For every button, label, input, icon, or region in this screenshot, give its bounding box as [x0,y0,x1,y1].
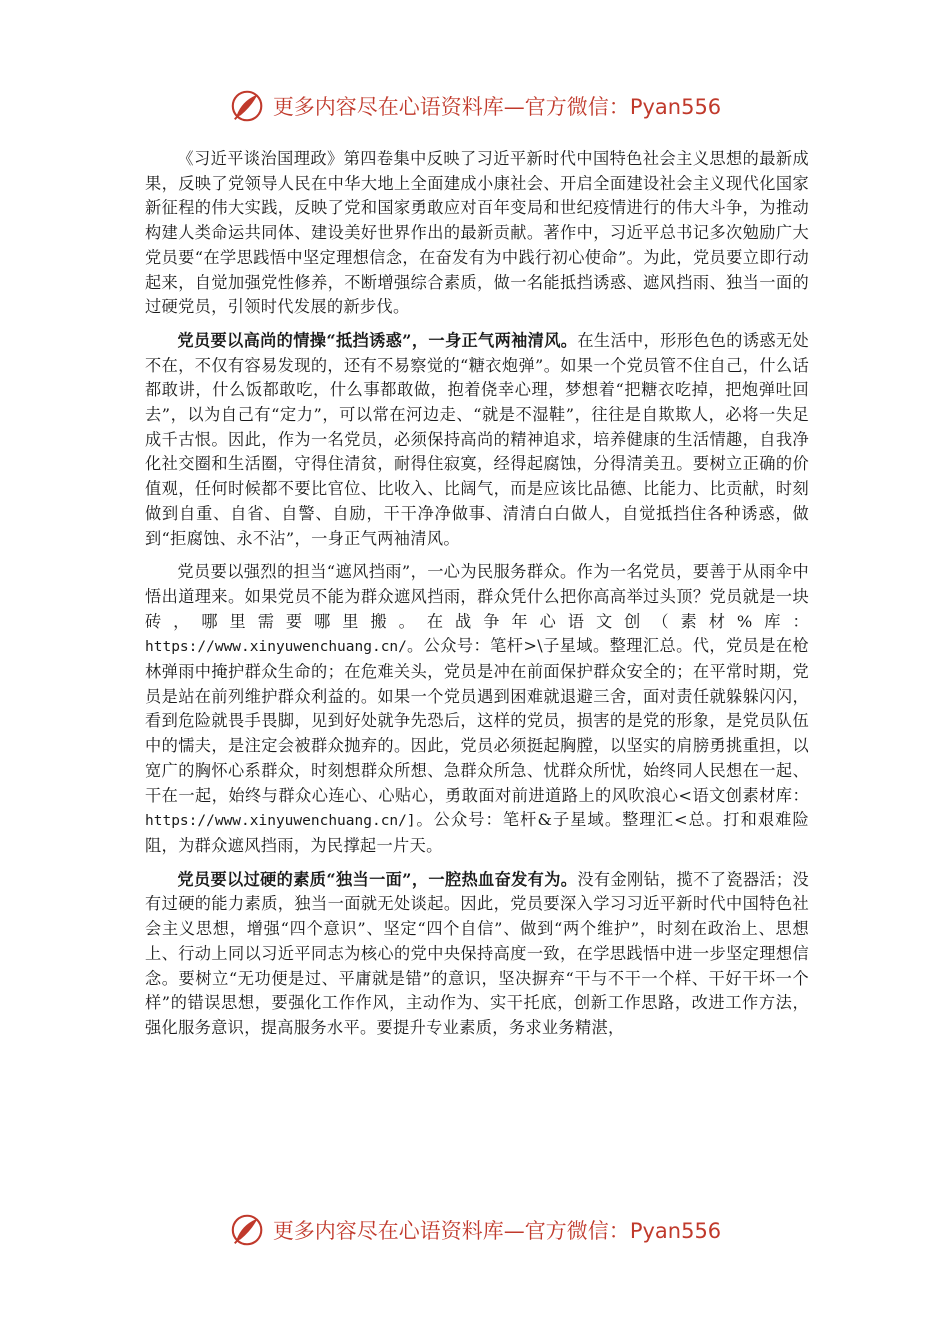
banner-main: 更多内容尽在心语资料库—官方微信： [272,95,630,119]
header-banner [0,84,950,128]
banner-wechat-id: Pyan556 [629,95,722,119]
banner-main: 更多内容尽在心语资料库—官方微信： [272,1219,630,1243]
footer-banner [0,1208,950,1252]
paragraph-shelter-text-b: 。公众号：笔杆>\子星域。整理汇总。代，党员是在枪林弹雨中掩护群众生命的；在危难关头，党员是冲在前面保护群众安全的；在平常时期，党员是站在前列维护群众利益的。如果一个党员遇到困难就退避三舍，面对责任就躲躲闪闪，看到危险就畏手畏脚，见到好处就争先恐后，这样的党员，损害的是党的形象，是党员队伍中的懦夫，是注定会被群众抛弃的。因此，党员必须挺起胸膛，以坚实的肩膀勇挑重担，以宽广的胸怀心系群众，时刻想群众所想、急群众所急、忧群众所忧，始终同人民想在一起、干在一起，始终与群众心连心、心贴心，勇敢面对前进道路上的风吹浪心<语文创素材库： [145,636,809,805]
banner-text [273,91,721,121]
paragraph-competence-text: 没有金刚钻，揽不了瓷器活；没有过硬的能力素质，独当一面就无处谈起。因此，党员要深入学习习近平新时代中国特色社会主义思想，增强“四个意识”、坚定“四个自信”、做到“两个维护”，时刻在政治上、思想上、行动上同以习近平同志为核心的党中央保持高度一致，在学思践悟中进一步坚定理想信念。要树立“无功便是过、平庸就是错”的意识，坚决摒弃“干与不干一个样、干好干坏一个样”的错误思想，要强化工作作风，主动作为、实干托底，创新工作思路，改进工作方法，强化服务意识，提高服务水平。要提升专业素质，务求业务精湛， [145,869,810,1037]
pen-logo-icon [229,87,267,125]
paragraph-shelter-text-a: 党员要以强烈的担当“遮风挡雨”，一心为民服务群众。作为一名党员，要善于从雨伞中悟出道理来。如果党员不能为群众遮风挡雨，群众凭什么把你高高举过头顶？党员就是一块砖，哪里需要哪里搬。在战争年心语文创（素材%库： [145,562,809,631]
paragraph-temptation-text: 在生活中，形形色色的诱惑无处不在，不仅有容易发现的，还有不易察觉的“糖衣炮弹”。如果一个党员管不住自己，什么话都敢讲，什么饭都敢吃，什么事都敢做，抱着侥幸心理，梦想着“把糖衣吃掉，把炮弹吐回去”，以为自己有“定力”，可以常在河边走、“就是不湿鞋”，往往是自欺欺人，必将一失足成千古恨。因此，作为一名党员，必须保持高尚的精神追求，培养健康的生活情趣，自我净化社交圈和生活圈，守得住清贫，耐得住寂寞，经得起腐蚀，分得清美丑。要树立正确的价值观，任何时候都不要比官位、比收入、比阔气，而是应该比品德、比能力、比贡献，时刻做到自重、自省、自警、自励，干干净净做事、清清白白做人，自觉抵挡住各种诱惑，做到“拒腐蚀、永不沾”，一身正气两袖清风。 [145,330,810,548]
paragraph-competence-lead: 党员要以过硬的素质“独当一面”，一腔热血奋发有为。 [177,869,578,889]
paragraph-shelter-url-b: https://www.xinyuwenchuang.cn/] [145,813,416,830]
paragraph-shelter [145,560,809,858]
banner-text [273,1215,721,1245]
paragraph-intro [145,147,809,320]
banner-wechat-id: Pyan556 [629,1219,722,1243]
article-body [145,147,809,1050]
paragraph-shelter-text-c: 。公众号：笔杆&子星域。整理汇<总。打和艰难险阻，为群众遮风挡雨，为民撑起一片天。 [145,810,809,855]
paragraph-shelter-url-a: https://www.xinyuwenchuang.cn/ [145,639,407,656]
paragraph-intro-text: 《习近平谈治国理政》第四卷集中反映了习近平新时代中国特色社会主义思想的最新成果，反映了党领导人民在中华大地上全面建成小康社会、开启全面建设社会主义现代化国家新征程的伟大实践，反映了党和国家勇敢应对百年变局和世纪疫情进行的伟大斗争，为推动构建人类命运共同体、建设美好世界作出的最新贡献。著作中，习近平总书记多次勉励广大党员要“在学思践悟中坚定理想信念，在奋发有为中践行初心使命”。为此，党员要立即行动起来，自觉加强党性修养，不断增强综合素质，做一名能抵挡诱惑、遮风挡雨、独当一面的过硬党员，引领时代发展的新步伐。 [145,149,809,317]
pen-logo-icon [229,1211,267,1249]
paragraph-competence [145,868,809,1041]
paragraph-temptation [145,329,809,551]
paragraph-temptation-lead: 党员要以高尚的情操“抵挡诱惑”，一身正气两袖清风。 [177,330,578,350]
